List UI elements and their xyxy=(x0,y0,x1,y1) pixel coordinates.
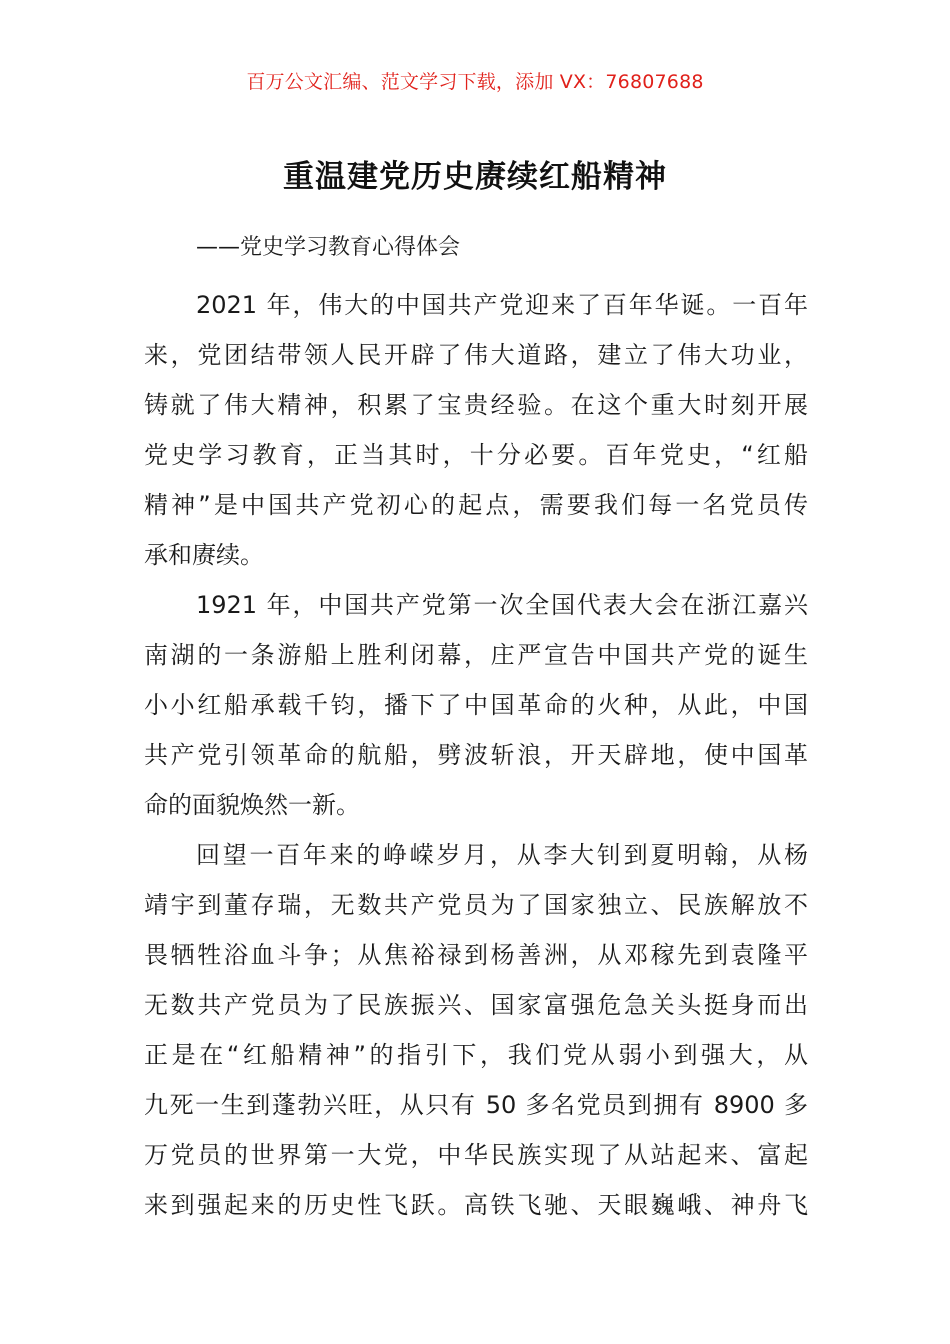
paragraph xyxy=(144,280,808,580)
header-watermark-note: 百万公文汇编、范文学习下载，添加 VX：76807688 xyxy=(246,71,704,93)
paragraph-line: 无数共产党员为了民族振兴、国家富强危急关头挺身而出 xyxy=(144,991,808,1019)
paragraph-line: 来，党团结带领人民开辟了伟大道路，建立了伟大功业， xyxy=(144,341,808,369)
paragraph-line: 2021 年，伟大的中国共产党迎来了百年华诞。一百年 xyxy=(196,291,808,319)
paragraph-line: 靖宇到董存瑞，无数共产党员为了国家独立、民族解放不 xyxy=(144,891,808,919)
paragraph-line: 南湖的一条游船上胜利闭幕，庄严宣告中国共产党的诞生 xyxy=(144,641,808,669)
paragraph xyxy=(144,830,808,1230)
paragraph-line: 正是在“红船精神”的指引下，我们党从弱小到强大，从 xyxy=(144,1041,808,1069)
paragraph xyxy=(144,580,808,830)
document-subtitle: ——党史学习教育心得体会 xyxy=(196,235,461,260)
paragraph-line: 万党员的世界第一大党，中华民族实现了从站起来、富起 xyxy=(144,1141,808,1169)
paragraph-line: 命的面貌焕然一新。 xyxy=(144,791,360,819)
document-body xyxy=(144,280,808,1230)
document-title: 重温建党历史赓续红船精神 xyxy=(283,159,667,195)
paragraph-line: 小小红船承载千钧，播下了中国革命的火种，从此，中国 xyxy=(144,691,808,719)
paragraph-line: 九死一生到蓬勃兴旺，从只有 50 多名党员到拥有 8900 多 xyxy=(144,1091,808,1119)
paragraph-line: 1921 年，中国共产党第一次全国代表大会在浙江嘉兴 xyxy=(196,591,808,619)
paragraph-line: 党史学习教育，正当其时，十分必要。百年党史，“红船 xyxy=(144,441,808,469)
paragraph-line: 来到强起来的历史性飞跃。高铁飞驰、天眼巍峨、神舟飞 xyxy=(144,1191,808,1219)
paragraph-line: 回望一百年来的峥嵘岁月，从李大钊到夏明翰，从杨 xyxy=(196,841,808,869)
paragraph-line: 共产党引领革命的航船，劈波斩浪，开天辟地，使中国革 xyxy=(144,741,808,769)
paragraph-line: 精神”是中国共产党初心的起点，需要我们每一名党员传 xyxy=(144,491,808,519)
paragraph-line: 畏牺牲浴血斗争；从焦裕禄到杨善洲，从邓稼先到袁隆平 xyxy=(144,941,808,969)
paragraph-line: 承和赓续。 xyxy=(144,541,264,569)
paragraph-line: 铸就了伟大精神，积累了宝贵经验。在这个重大时刻开展 xyxy=(144,391,808,419)
